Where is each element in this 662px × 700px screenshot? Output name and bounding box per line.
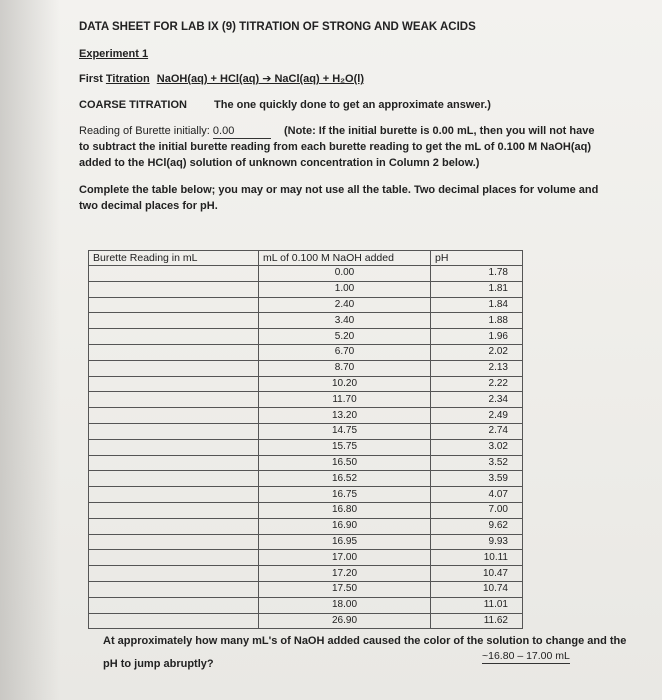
ph-cell[interactable]: 11.62: [431, 613, 523, 629]
table-row: [89, 487, 523, 503]
ml-added-cell[interactable]: 3.40: [259, 313, 431, 329]
table-row: [89, 392, 523, 408]
ph-cell[interactable]: 3.59: [431, 471, 523, 487]
question-line2: pH to jump abruptly?: [103, 658, 214, 670]
ph-cell[interactable]: 2.49: [431, 408, 523, 424]
table-row: [89, 566, 523, 582]
ml-added-cell[interactable]: 16.90: [259, 518, 431, 534]
ph-cell[interactable]: 7.00: [431, 502, 523, 518]
ml-added-cell[interactable]: 2.40: [259, 297, 431, 313]
titration-label: Titration: [105, 73, 150, 85]
header-burette-reading: Burette Reading in mL: [89, 251, 259, 266]
answer-value[interactable]: ~16.80 – 17.00 mL: [482, 650, 570, 662]
burette-note-line1: (Note: If the initial burette is 0.00 mL, then you will not have: [283, 125, 595, 137]
ph-cell[interactable]: 1.78: [431, 266, 523, 282]
burette-reading-cell[interactable]: [89, 313, 259, 329]
burette-initial-value[interactable]: 0.00: [213, 124, 271, 139]
ml-added-cell[interactable]: 13.20: [259, 408, 431, 424]
ph-cell[interactable]: 3.52: [431, 455, 523, 471]
table-row: [89, 471, 523, 487]
ml-added-cell[interactable]: 16.52: [259, 471, 431, 487]
ml-added-cell[interactable]: 16.80: [259, 502, 431, 518]
burette-reading-cell[interactable]: [89, 439, 259, 455]
ml-added-cell[interactable]: 17.50: [259, 581, 431, 597]
coarse-note-text: The one quickly done to get an approximate answer.): [214, 99, 491, 111]
table-row: [89, 597, 523, 613]
instructions-line2: two decimal places for pH.: [79, 200, 218, 212]
ph-cell[interactable]: 1.84: [431, 297, 523, 313]
burette-note-line2: to subtract the initial burette reading from each burette reading to get the mL of 0.100 M NaOH(aq): [79, 141, 591, 153]
table-row: [89, 313, 523, 329]
ml-added-cell[interactable]: 17.00: [259, 550, 431, 566]
burette-reading-cell[interactable]: [89, 487, 259, 503]
table-row: [89, 439, 523, 455]
burette-reading-cell[interactable]: [89, 376, 259, 392]
coarse-titration-label: COARSE TITRATION: [79, 99, 187, 111]
ml-added-cell[interactable]: 11.70: [259, 392, 431, 408]
ph-cell[interactable]: 9.62: [431, 518, 523, 534]
table-row: [89, 502, 523, 518]
burette-reading-cell[interactable]: [89, 471, 259, 487]
table-row: [89, 281, 523, 297]
ph-cell[interactable]: 4.07: [431, 487, 523, 503]
ph-cell[interactable]: 11.01: [431, 597, 523, 613]
header-ph: pH: [431, 251, 523, 266]
ml-added-cell[interactable]: 10.20: [259, 376, 431, 392]
table-row: [89, 423, 523, 439]
ph-cell[interactable]: 2.34: [431, 392, 523, 408]
ph-cell[interactable]: 1.88: [431, 313, 523, 329]
table-row: [89, 455, 523, 471]
ml-added-cell[interactable]: 8.70: [259, 360, 431, 376]
burette-initial-label: Reading of Burette initially:: [79, 125, 210, 137]
page-shadow: [0, 0, 60, 700]
ph-cell[interactable]: 10.74: [431, 581, 523, 597]
ph-cell[interactable]: 2.22: [431, 376, 523, 392]
ml-added-cell[interactable]: 16.95: [259, 534, 431, 550]
burette-reading-cell[interactable]: [89, 566, 259, 582]
table-row: [89, 550, 523, 566]
ph-cell[interactable]: 9.93: [431, 534, 523, 550]
table-row: [89, 329, 523, 345]
burette-reading-cell[interactable]: [89, 329, 259, 345]
first-titration-line: [79, 72, 364, 86]
ph-cell[interactable]: 1.81: [431, 281, 523, 297]
table-row: [89, 376, 523, 392]
table-row: [89, 581, 523, 597]
ph-cell[interactable]: 3.02: [431, 439, 523, 455]
ml-added-cell[interactable]: 5.20: [259, 329, 431, 345]
burette-reading-cell[interactable]: [89, 408, 259, 424]
burette-reading-cell[interactable]: [89, 534, 259, 550]
ml-added-cell[interactable]: 15.75: [259, 439, 431, 455]
header-ml-naoh-added: mL of 0.100 M NaOH added: [259, 251, 431, 266]
burette-reading-cell[interactable]: [89, 266, 259, 282]
ml-added-cell[interactable]: 18.00: [259, 597, 431, 613]
table-row: [89, 266, 523, 282]
ph-cell[interactable]: 2.02: [431, 344, 523, 360]
instructions-line1: Complete the table below; you may or may not use all the table. Two decimal places for volume and: [79, 184, 599, 196]
burette-reading-cell[interactable]: [89, 613, 259, 629]
sheet-title: DATA SHEET FOR LAB IX (9) TITRATION OF STRONG AND WEAK ACIDS: [79, 21, 476, 33]
question-answer: [482, 649, 570, 664]
burette-reading-cell[interactable]: [89, 423, 259, 439]
burette-reading-cell[interactable]: [89, 297, 259, 313]
table-row: [89, 360, 523, 376]
ml-added-cell[interactable]: 16.50: [259, 455, 431, 471]
ml-added-cell[interactable]: 14.75: [259, 423, 431, 439]
burette-reading-cell[interactable]: [89, 550, 259, 566]
question-line1: At approximately how many mL's of NaOH added caused the color of the solution to change and the: [103, 635, 627, 647]
ph-cell[interactable]: 10.47: [431, 566, 523, 582]
table-header-row: [89, 251, 523, 266]
ml-added-cell[interactable]: 26.90: [259, 613, 431, 629]
experiment-heading: Experiment 1: [79, 48, 149, 60]
burette-reading-cell[interactable]: [89, 581, 259, 597]
burette-reading-cell[interactable]: [89, 455, 259, 471]
ph-cell[interactable]: 2.13: [431, 360, 523, 376]
ml-added-cell[interactable]: 0.00: [259, 266, 431, 282]
burette-reading-cell[interactable]: [89, 360, 259, 376]
titration-data-table: [88, 250, 523, 629]
ml-added-cell[interactable]: 6.70: [259, 344, 431, 360]
first-label: First: [79, 73, 103, 85]
ph-cell[interactable]: 2.74: [431, 423, 523, 439]
coarse-titration-note: [200, 98, 491, 112]
burette-reading-cell[interactable]: [89, 392, 259, 408]
ph-cell[interactable]: 10.11: [431, 550, 523, 566]
ml-added-cell[interactable]: 17.20: [259, 566, 431, 582]
burette-reading-cell[interactable]: [89, 344, 259, 360]
burette-reading-cell[interactable]: [89, 597, 259, 613]
burette-reading-cell[interactable]: [89, 281, 259, 297]
burette-reading-cell[interactable]: [89, 502, 259, 518]
table-body: [89, 266, 523, 629]
table-row: [89, 408, 523, 424]
burette-initial-line: [79, 124, 594, 139]
reaction-equation: NaOH(aq) + HCl(aq) ➔ NaCl(aq) + H₂O(l): [156, 73, 364, 85]
burette-reading-cell[interactable]: [89, 518, 259, 534]
table-row: [89, 534, 523, 550]
ml-added-cell[interactable]: 1.00: [259, 281, 431, 297]
ph-cell[interactable]: 1.96: [431, 329, 523, 345]
table-row: [89, 297, 523, 313]
table-row: [89, 344, 523, 360]
burette-note-line3: added to the HCl(aq) solution of unknown concentration in Column 2 below.): [79, 157, 480, 169]
table-row: [89, 518, 523, 534]
ml-added-cell[interactable]: 16.75: [259, 487, 431, 503]
table-row: [89, 613, 523, 629]
